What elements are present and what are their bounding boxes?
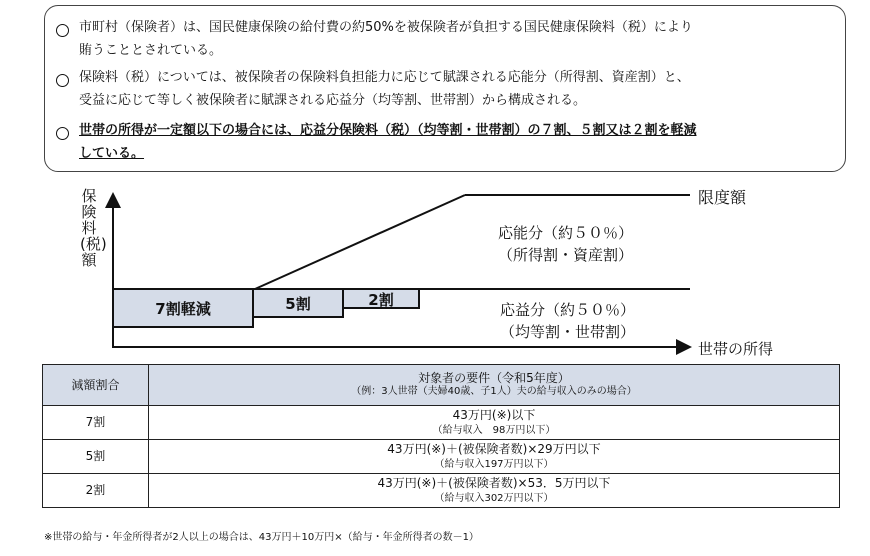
box-50-label: 5割 bbox=[285, 295, 311, 313]
info-bullet-1 bbox=[79, 16, 839, 62]
benefit-label: 応益分（約５０％） bbox=[500, 301, 636, 319]
income-text: （給与収入302万円以下） bbox=[434, 492, 554, 504]
box-70-label: 7割軽減 bbox=[155, 300, 211, 318]
info-bullet-1-line2: 賄うこととされている。 bbox=[79, 43, 223, 58]
table-row bbox=[43, 474, 840, 508]
table-row bbox=[43, 440, 840, 474]
y-axis-label: 保険料(税)額 bbox=[80, 187, 107, 269]
rate-cell: 2割 bbox=[43, 474, 149, 508]
info-box bbox=[44, 5, 846, 172]
header-requirements-sub: （例：3人世帯（夫婦40歳、子1人）夫の給与収入のみの場合） bbox=[351, 386, 637, 397]
info-bullet-2-line2: 受益に応じて等しく被保険者に賦課される応益分（均等割、世帯割）から構成される。 bbox=[79, 93, 587, 108]
table-row bbox=[43, 406, 840, 440]
info-bullet-2 bbox=[79, 66, 839, 112]
requirement-text: 43万円(※)＋(被保険者数)×53．5万円以下 bbox=[377, 475, 611, 490]
bullet-icon bbox=[53, 71, 73, 91]
ability-slope-line bbox=[255, 195, 465, 289]
bullet-icon bbox=[53, 21, 73, 41]
box-20-label: 2割 bbox=[368, 291, 394, 309]
income-text: （給与収入197万円以下） bbox=[434, 458, 554, 470]
benefit-sub-label: （均等割・世帯割） bbox=[500, 323, 636, 341]
ability-label: 応能分（約５０％） bbox=[498, 224, 634, 242]
requirement-text: 43万円(※)＋(被保険者数)×29万円以下 bbox=[387, 441, 601, 456]
info-bullet-1-line1: 市町村（保険者）は、国民健康保険の給付費の約50%を被保険者が負担する国民健康保険料（税）により bbox=[79, 20, 693, 35]
requirement-cell bbox=[149, 474, 840, 508]
header-requirements bbox=[149, 365, 840, 406]
ability-sub-label: （所得割・資産割） bbox=[498, 246, 634, 264]
table-header-row bbox=[43, 365, 840, 406]
info-bullet-3-line1: 世帯の所得が一定額以下の場合には、応益分保険料（税）（均等割・世帯割）の７割、５割又は２割を軽減 bbox=[79, 123, 697, 138]
info-bullet-3-line2: している。 bbox=[79, 146, 145, 161]
requirement-cell bbox=[149, 440, 840, 474]
rate-cell: 7割 bbox=[43, 406, 149, 440]
requirement-cell bbox=[149, 406, 840, 440]
info-bullet-3 bbox=[79, 119, 839, 165]
income-text: （給与収入 98万円以下） bbox=[432, 424, 556, 436]
bullet-icon bbox=[53, 124, 73, 144]
requirements-table bbox=[42, 364, 840, 508]
info-bullet-2-line1: 保険料（税）については、被保険者の保険料負担能力に応じて賦課される応能分（所得割、資産割）と、 bbox=[79, 70, 690, 85]
header-requirements-title: 対象者の要件（令和5年度） bbox=[418, 371, 570, 385]
header-rate: 減額割合 bbox=[43, 365, 149, 406]
footnote: ※世帯の給与・年金所得者が2人以上の場合は、43万円＋10万円×（給与・年金所得者の数－1） bbox=[44, 532, 479, 543]
rate-cell: 5割 bbox=[43, 440, 149, 474]
x-axis-label: 世帯の所得 bbox=[698, 340, 774, 358]
requirement-text: 43万円(※)以下 bbox=[452, 407, 536, 422]
limit-label: 限度額 bbox=[698, 188, 747, 207]
premium-diagram bbox=[0, 180, 870, 360]
